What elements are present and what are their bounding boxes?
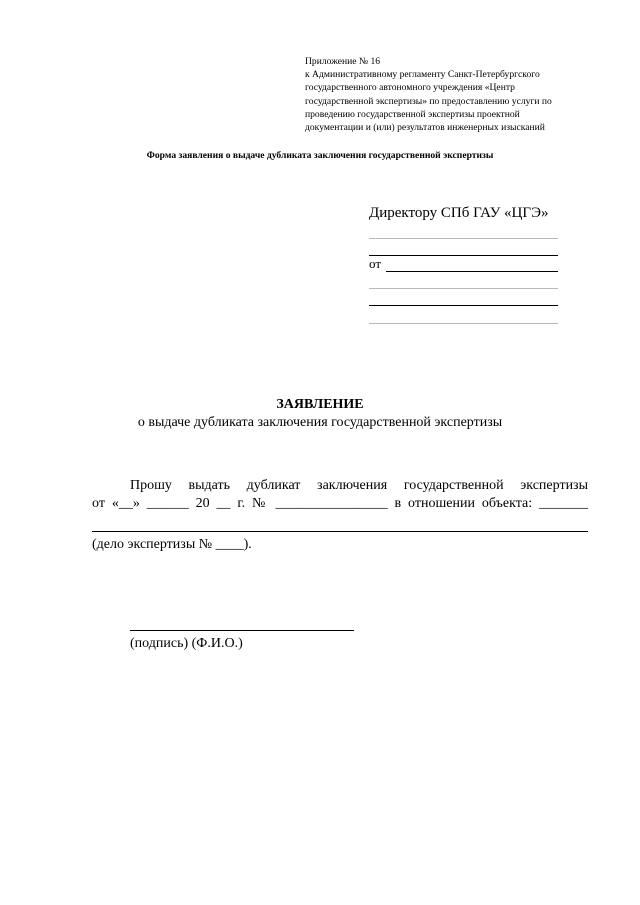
annex-reference — [305, 55, 605, 134]
annex-line: государственного автономного учреждения «Центр — [305, 82, 515, 94]
from-label: от — [369, 256, 382, 271]
annex-line: к Административному регламенту Санкт-Петербургского — [305, 69, 540, 81]
request-line-2: от «__» ______ 20 __ г. № ________________ в отношении объекта: _______ — [92, 496, 588, 511]
addressee-line-1 — [369, 238, 558, 239]
statement-heading: ЗАЯВЛЕНИЕ — [276, 397, 364, 412]
signature-line — [130, 630, 354, 631]
addressee-title: Директору СПб ГАУ «ЦГЭ» — [369, 205, 549, 221]
signature-caption: (подпись) (Ф.И.О.) — [130, 636, 243, 651]
addressee-line-2 — [369, 255, 558, 256]
object-blank-line — [92, 531, 588, 532]
form-title: Форма заявления о выдаче дубликата заключения государственной экспертизы — [146, 150, 494, 161]
annex-line: документации и (или) результатов инженерных изысканий — [305, 122, 545, 134]
annex-line: государственной экспертизы» по предоставлению услуги по — [305, 95, 552, 107]
from-line — [386, 271, 558, 272]
request-line-1: Прошу выдать дубликат заключения государственной экспертизы — [130, 478, 588, 493]
addressee-line-4 — [369, 305, 558, 306]
annex-line: проведению государственной экспертизы проектной — [305, 108, 520, 120]
addressee-line-3 — [369, 288, 558, 289]
annex-line: Приложение № 16 — [305, 56, 381, 67]
request-line-4: (дело экспертизы № ____). — [92, 537, 252, 552]
addressee-line-5 — [369, 323, 558, 324]
statement-subheading: о выдаче дубликата заключения государственной экспертизы — [137, 415, 503, 430]
